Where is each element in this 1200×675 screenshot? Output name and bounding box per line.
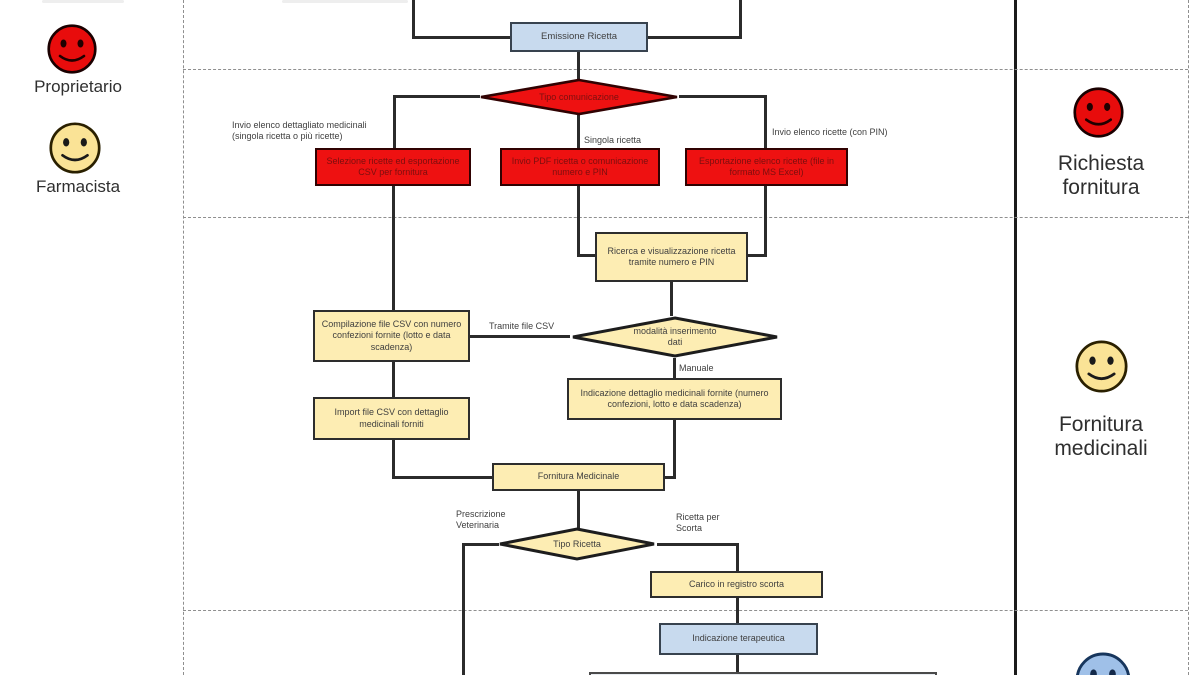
connector [679,95,766,98]
node-label: Emissione Ricetta [540,31,618,43]
node-label: Indicazione terapeutica [692,633,785,644]
connector [673,358,676,378]
connector [764,186,767,257]
connector [392,186,395,310]
fornitura-medicinali-smiley-icon [1074,339,1129,394]
farmacista-smiley-icon [48,121,102,175]
edge-label-ricetta-scorta: Ricetta per Scorta [676,512,720,534]
connector [670,282,673,316]
connector [463,543,499,546]
actor-label-proprietario: Proprietario [34,77,122,96]
connector [577,52,580,80]
phase-label-fornitura-medicinali: Fornitura medicinali [1054,413,1148,461]
connector [764,95,767,148]
node-indicazione-terapeutica [659,623,818,655]
decision-modalita-inserimento [570,316,780,358]
connector [736,598,739,623]
node-ricerca-visualizzazione [595,232,748,282]
connector [392,476,492,479]
node-esportazione-elenco [685,148,848,186]
node-label: Fornitura Medicinale [537,471,620,482]
lane-divider-right [1188,0,1189,675]
node-fornitura-medicinale [492,463,665,491]
node-label: Carico in registro scorta [688,578,785,589]
phase-divider-1 [183,69,1188,70]
connector [577,254,597,257]
connector [665,476,676,479]
connector [392,440,395,479]
edge-label-invio-elenco-dettagliato: Invio elenco dettagliato medicinali (singola ricetta o più ricette) [232,120,367,142]
connector [577,115,580,148]
connector [393,95,396,148]
node-label: Indicazione dettaglio medicinali fornite (numero confezioni, lotto e data scadenza) [580,387,769,409]
bottom-phase-smiley-icon [1074,651,1132,675]
connector [657,543,738,546]
connector [736,543,739,571]
node-invio-pdf [500,148,660,186]
connector [736,655,739,673]
edge-label-tramite-csv: Tramite file CSV [489,321,555,331]
richiesta-fornitura-smiley-icon [1072,86,1125,139]
edge-label-singola-ricetta: Singola ricetta [584,135,642,145]
connector [739,0,742,39]
node-import-csv [313,397,470,440]
proprietario-smiley-icon [46,23,98,75]
decision-tipo-comunicazione [478,78,680,116]
connector [462,543,465,675]
connector [577,491,580,528]
node-label: Ricerca e visualizzazione ricetta tramite numero e PIN [607,245,736,267]
node-carico-registro-scorta [650,571,823,598]
decision-label: Tipo Ricetta [553,538,601,549]
node-label: Selezione ricette ed esportazione CSV per fornitura [326,155,460,177]
connector [470,335,570,338]
phase-label-richiesta-fornitura: Richiesta fornitura [1057,152,1145,200]
connector [648,36,741,39]
lane-divider-left [183,0,184,675]
connector [412,0,415,39]
decision-label: Tipo comunicazione [539,91,619,102]
connector [392,362,395,397]
decision-label: modalità inserimento dati [633,326,717,347]
connector [748,254,767,257]
node-indicazione-dettaglio [567,378,782,420]
node-label: Compilazione file CSV con numero confezioni fornite (lotto e data scadenza) [321,319,462,352]
edge-label-manuale: Manuale [679,363,714,373]
phase-divider-2 [183,217,1188,218]
node-label: Import file CSV con dettaglio medicinali forniti [334,407,449,429]
decision-tipo-ricetta [497,527,657,561]
connector [577,186,580,257]
node-label: Invio PDF ricetta o comunicazione numero e PIN [511,155,649,177]
edge-label-prescrizione-veterinaria: Prescrizione Veterinaria [456,509,506,531]
cutoff-box-remnant [282,0,408,3]
node-emissione-ricetta [510,22,648,52]
cutoff-text-remnant [42,0,124,3]
actor-label-farmacista: Farmacista [35,177,121,196]
node-label: Esportazione elenco ricette (file in formato MS Excel) [698,155,835,177]
phase-divider-3 [183,610,1188,611]
node-compilazione-csv [313,310,470,362]
connector [394,95,480,98]
connector [413,36,510,39]
node-selezione-ricette [315,148,471,186]
connector [673,420,676,479]
edge-label-invio-elenco-ricette: Invio elenco ricette (con PIN) [772,127,888,137]
phase-column-line [1014,0,1017,675]
